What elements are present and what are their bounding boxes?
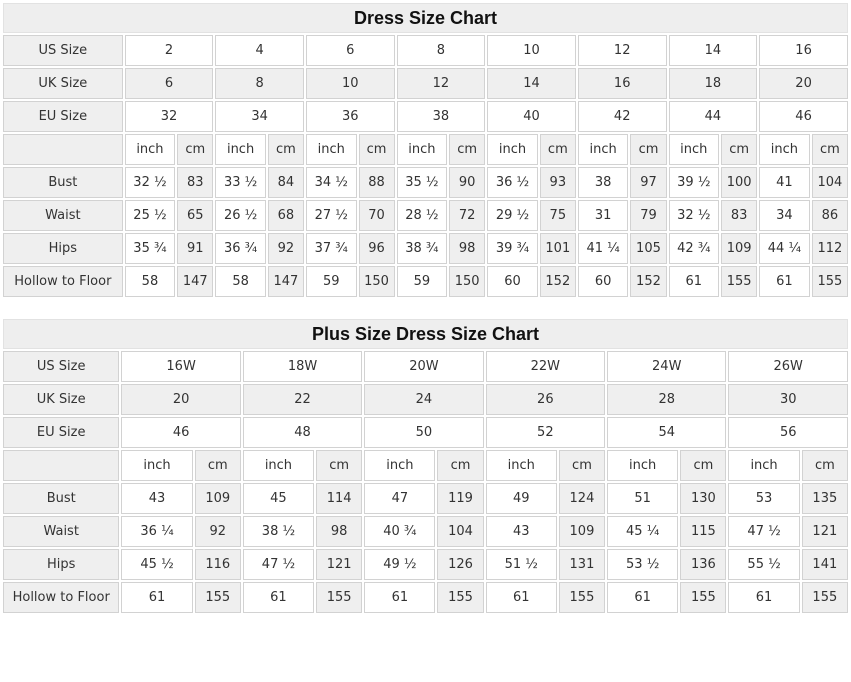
unit-cm-cell: cm (316, 450, 362, 481)
size-row (3, 417, 848, 448)
inch-value-cell: 60 (578, 266, 629, 297)
inch-value-cell: 25 ½ (125, 200, 176, 231)
inch-value-cell: 26 ½ (215, 200, 266, 231)
cm-value-cell: 70 (359, 200, 395, 231)
unit-cm-cell: cm (177, 134, 213, 165)
unit-inch-cell: inch (306, 134, 357, 165)
inch-value-cell: 45 (243, 483, 314, 514)
row-label-cell: Hollow to Floor (3, 266, 123, 297)
inch-value-cell: 61 (728, 582, 799, 613)
size-row (3, 35, 848, 66)
unit-inch-cell: inch (728, 450, 799, 481)
size-value-cell: 28 (607, 384, 726, 415)
inch-value-cell: 51 (607, 483, 678, 514)
inch-value-cell: 34 ½ (306, 167, 357, 198)
inch-value-cell: 40 ¾ (364, 516, 435, 547)
size-row (3, 68, 848, 99)
cm-value-cell: 83 (721, 200, 757, 231)
cm-value-cell: 104 (437, 516, 483, 547)
inch-value-cell: 59 (306, 266, 357, 297)
cm-value-cell: 109 (721, 233, 757, 264)
cm-value-cell: 83 (177, 167, 213, 198)
cm-value-cell: 92 (195, 516, 241, 547)
inch-value-cell: 27 ½ (306, 200, 357, 231)
cm-value-cell: 93 (540, 167, 576, 198)
inch-value-cell: 45 ½ (121, 549, 192, 580)
cm-value-cell: 126 (437, 549, 483, 580)
cm-value-cell: 84 (268, 167, 304, 198)
cm-value-cell: 130 (680, 483, 726, 514)
measurement-row (3, 200, 848, 231)
size-value-cell: 50 (364, 417, 483, 448)
inch-value-cell: 44 ¼ (759, 233, 810, 264)
size-value-cell: 32 (125, 101, 214, 132)
unit-inch-cell: inch (607, 450, 678, 481)
inch-value-cell: 58 (125, 266, 176, 297)
size-value-cell: 22 (243, 384, 362, 415)
unit-inch-cell: inch (578, 134, 629, 165)
cm-value-cell: 100 (721, 167, 757, 198)
unit-header-row (3, 450, 848, 481)
unit-inch-cell: inch (669, 134, 720, 165)
plus-size-dress-size-chart-table (1, 317, 850, 615)
inch-value-cell: 31 (578, 200, 629, 231)
cm-value-cell: 124 (559, 483, 605, 514)
size-value-cell: 38 (397, 101, 486, 132)
cm-value-cell: 112 (812, 233, 848, 264)
chart-title: Plus Size Dress Size Chart (3, 319, 848, 349)
size-value-cell: 26 (486, 384, 605, 415)
unit-cm-cell: cm (359, 134, 395, 165)
unit-cm-cell: cm (812, 134, 848, 165)
cm-value-cell: 101 (540, 233, 576, 264)
row-label-cell (3, 450, 119, 481)
cm-value-cell: 155 (437, 582, 483, 613)
cm-value-cell: 155 (802, 582, 848, 613)
unit-cm-cell: cm (268, 134, 304, 165)
inch-value-cell: 60 (487, 266, 538, 297)
inch-value-cell: 36 ¼ (121, 516, 192, 547)
unit-inch-cell: inch (243, 450, 314, 481)
cm-value-cell: 155 (316, 582, 362, 613)
measurement-row (3, 483, 848, 514)
inch-value-cell: 36 ¾ (215, 233, 266, 264)
inch-value-cell: 61 (364, 582, 435, 613)
cm-value-cell: 155 (721, 266, 757, 297)
size-value-cell: 12 (397, 68, 486, 99)
inch-value-cell: 42 ¾ (669, 233, 720, 264)
size-value-cell: 48 (243, 417, 362, 448)
cm-value-cell: 155 (680, 582, 726, 613)
unit-inch-cell: inch (121, 450, 192, 481)
cm-value-cell: 115 (680, 516, 726, 547)
dress-size-chart-table (1, 1, 850, 299)
size-value-cell: 30 (728, 384, 848, 415)
row-label-cell: Hollow to Floor (3, 582, 119, 613)
size-value-cell: 46 (121, 417, 240, 448)
inch-value-cell: 47 ½ (728, 516, 799, 547)
size-value-cell: 10 (306, 68, 395, 99)
size-value-cell: 18 (669, 68, 758, 99)
cm-value-cell: 65 (177, 200, 213, 231)
size-value-cell: 20 (759, 68, 848, 99)
size-value-cell: 46 (759, 101, 848, 132)
cm-value-cell: 75 (540, 200, 576, 231)
size-value-cell: 14 (669, 35, 758, 66)
size-value-cell: 54 (607, 417, 726, 448)
inch-value-cell: 34 (759, 200, 810, 231)
measurement-row (3, 233, 848, 264)
row-label-cell: EU Size (3, 417, 119, 448)
size-value-cell: 40 (487, 101, 576, 132)
size-value-cell: 2 (125, 35, 214, 66)
row-label-cell: US Size (3, 351, 119, 382)
size-value-cell: 52 (486, 417, 605, 448)
inch-value-cell: 39 ¾ (487, 233, 538, 264)
cm-value-cell: 121 (316, 549, 362, 580)
size-row (3, 101, 848, 132)
unit-header-row (3, 134, 848, 165)
inch-value-cell: 55 ½ (728, 549, 799, 580)
cm-value-cell: 147 (268, 266, 304, 297)
unit-cm-cell: cm (540, 134, 576, 165)
inch-value-cell: 33 ½ (215, 167, 266, 198)
size-value-cell: 20 (121, 384, 240, 415)
size-value-cell: 36 (306, 101, 395, 132)
cm-value-cell: 98 (449, 233, 485, 264)
measurement-row (3, 266, 848, 297)
cm-value-cell: 155 (559, 582, 605, 613)
inch-value-cell: 36 ½ (487, 167, 538, 198)
inch-value-cell: 41 ¼ (578, 233, 629, 264)
unit-cm-cell: cm (802, 450, 848, 481)
size-row (3, 384, 848, 415)
inch-value-cell: 39 ½ (669, 167, 720, 198)
unit-cm-cell: cm (559, 450, 605, 481)
inch-value-cell: 61 (486, 582, 557, 613)
cm-value-cell: 147 (177, 266, 213, 297)
unit-inch-cell: inch (486, 450, 557, 481)
cm-value-cell: 68 (268, 200, 304, 231)
cm-value-cell: 131 (559, 549, 605, 580)
cm-value-cell: 135 (802, 483, 848, 514)
unit-inch-cell: inch (487, 134, 538, 165)
inch-value-cell: 32 ½ (669, 200, 720, 231)
size-value-cell: 16 (759, 35, 848, 66)
cm-value-cell: 90 (449, 167, 485, 198)
unit-inch-cell: inch (215, 134, 266, 165)
inch-value-cell: 47 (364, 483, 435, 514)
inch-value-cell: 38 ¾ (397, 233, 448, 264)
size-value-cell: 20W (364, 351, 483, 382)
size-value-cell: 56 (728, 417, 848, 448)
size-value-cell: 12 (578, 35, 667, 66)
inch-value-cell: 53 (728, 483, 799, 514)
size-value-cell: 6 (306, 35, 395, 66)
inch-value-cell: 61 (669, 266, 720, 297)
row-label-cell: Bust (3, 167, 123, 198)
cm-value-cell: 114 (316, 483, 362, 514)
inch-value-cell: 41 (759, 167, 810, 198)
inch-value-cell: 58 (215, 266, 266, 297)
cm-value-cell: 96 (359, 233, 395, 264)
cm-value-cell: 155 (812, 266, 848, 297)
unit-cm-cell: cm (437, 450, 483, 481)
cm-value-cell: 104 (812, 167, 848, 198)
cm-value-cell: 88 (359, 167, 395, 198)
cm-value-cell: 72 (449, 200, 485, 231)
row-label-cell: UK Size (3, 384, 119, 415)
chart-title: Dress Size Chart (3, 3, 848, 33)
measurement-row (3, 167, 848, 198)
cm-value-cell: 121 (802, 516, 848, 547)
unit-cm-cell: cm (449, 134, 485, 165)
inch-value-cell: 37 ¾ (306, 233, 357, 264)
size-value-cell: 6 (125, 68, 214, 99)
row-label-cell: Bust (3, 483, 119, 514)
cm-value-cell: 109 (195, 483, 241, 514)
cm-value-cell: 86 (812, 200, 848, 231)
unit-cm-cell: cm (680, 450, 726, 481)
row-label-cell: US Size (3, 35, 123, 66)
measurement-row (3, 516, 848, 547)
size-value-cell: 26W (728, 351, 848, 382)
inch-value-cell: 35 ¾ (125, 233, 176, 264)
inch-value-cell: 28 ½ (397, 200, 448, 231)
cm-value-cell: 98 (316, 516, 362, 547)
inch-value-cell: 35 ½ (397, 167, 448, 198)
measurement-row (3, 549, 848, 580)
cm-value-cell: 155 (195, 582, 241, 613)
row-label-cell: Waist (3, 516, 119, 547)
row-label-cell: Hips (3, 549, 119, 580)
measurement-row (3, 582, 848, 613)
inch-value-cell: 61 (607, 582, 678, 613)
size-value-cell: 22W (486, 351, 605, 382)
unit-cm-cell: cm (630, 134, 666, 165)
unit-inch-cell: inch (125, 134, 176, 165)
cm-value-cell: 105 (630, 233, 666, 264)
unit-inch-cell: inch (397, 134, 448, 165)
inch-value-cell: 51 ½ (486, 549, 557, 580)
unit-inch-cell: inch (364, 450, 435, 481)
cm-value-cell: 92 (268, 233, 304, 264)
row-label-cell (3, 134, 123, 165)
inch-value-cell: 61 (121, 582, 192, 613)
cm-value-cell: 79 (630, 200, 666, 231)
size-value-cell: 8 (215, 68, 304, 99)
size-value-cell: 14 (487, 68, 576, 99)
inch-value-cell: 53 ½ (607, 549, 678, 580)
inch-value-cell: 45 ¼ (607, 516, 678, 547)
size-value-cell: 24 (364, 384, 483, 415)
cm-value-cell: 152 (540, 266, 576, 297)
cm-value-cell: 116 (195, 549, 241, 580)
inch-value-cell: 47 ½ (243, 549, 314, 580)
inch-value-cell: 61 (243, 582, 314, 613)
cm-value-cell: 150 (359, 266, 395, 297)
size-value-cell: 34 (215, 101, 304, 132)
size-value-cell: 44 (669, 101, 758, 132)
inch-value-cell: 49 ½ (364, 549, 435, 580)
size-value-cell: 8 (397, 35, 486, 66)
size-value-cell: 18W (243, 351, 362, 382)
size-value-cell: 10 (487, 35, 576, 66)
inch-value-cell: 29 ½ (487, 200, 538, 231)
inch-value-cell: 49 (486, 483, 557, 514)
inch-value-cell: 61 (759, 266, 810, 297)
unit-inch-cell: inch (759, 134, 810, 165)
cm-value-cell: 141 (802, 549, 848, 580)
cm-value-cell: 97 (630, 167, 666, 198)
cm-value-cell: 91 (177, 233, 213, 264)
inch-value-cell: 43 (121, 483, 192, 514)
inch-value-cell: 59 (397, 266, 448, 297)
cm-value-cell: 152 (630, 266, 666, 297)
size-value-cell: 42 (578, 101, 667, 132)
size-row (3, 351, 848, 382)
inch-value-cell: 38 (578, 167, 629, 198)
cm-value-cell: 119 (437, 483, 483, 514)
size-value-cell: 16W (121, 351, 240, 382)
unit-cm-cell: cm (721, 134, 757, 165)
cm-value-cell: 136 (680, 549, 726, 580)
row-label-cell: Waist (3, 200, 123, 231)
cm-value-cell: 109 (559, 516, 605, 547)
unit-cm-cell: cm (195, 450, 241, 481)
row-label-cell: Hips (3, 233, 123, 264)
size-value-cell: 24W (607, 351, 726, 382)
cm-value-cell: 150 (449, 266, 485, 297)
row-label-cell: EU Size (3, 101, 123, 132)
inch-value-cell: 43 (486, 516, 557, 547)
row-label-cell: UK Size (3, 68, 123, 99)
inch-value-cell: 32 ½ (125, 167, 176, 198)
inch-value-cell: 38 ½ (243, 516, 314, 547)
size-value-cell: 4 (215, 35, 304, 66)
size-value-cell: 16 (578, 68, 667, 99)
